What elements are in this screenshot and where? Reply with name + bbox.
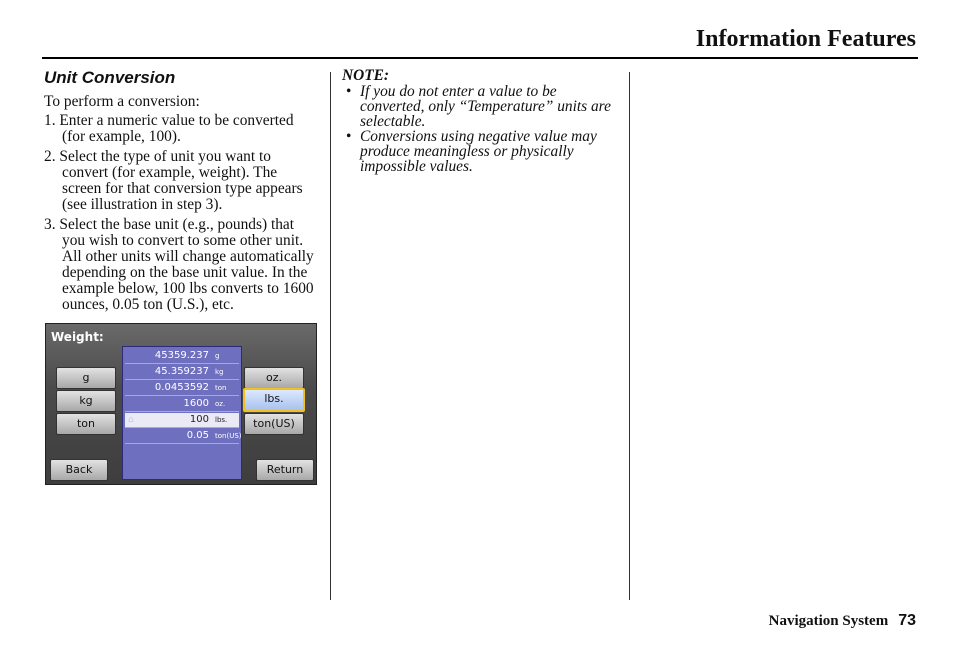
bullet-icon: • [346, 128, 352, 145]
value-row[interactable] [125, 349, 239, 364]
page-header-title: Information Features [695, 26, 916, 52]
intro-text: To perform a conversion: [44, 93, 200, 110]
row-value: 100 [189, 414, 209, 425]
row-value: 0.0453592 [154, 382, 209, 393]
screen-title: Weight: [51, 330, 104, 344]
back-button[interactable]: Back [50, 459, 108, 481]
row-unit: ton(US) [215, 432, 242, 440]
row-value: 1600 [183, 398, 209, 409]
lbs-button[interactable]: lbs. [243, 388, 305, 412]
ton-button[interactable]: ton [56, 413, 116, 435]
return-button[interactable]: Return [256, 459, 314, 481]
row-unit: kg [215, 368, 224, 376]
page-footer [769, 612, 916, 630]
value-row[interactable] [125, 365, 239, 380]
column-divider [629, 72, 630, 600]
note-item [342, 129, 622, 174]
row-value: 0.05 [186, 430, 209, 441]
value-row[interactable] [125, 429, 242, 444]
ton-us-button[interactable]: ton(US) [244, 413, 304, 435]
step-3: 3. Select the base unit (e.g., pounds) that you wish to convert to some other unit. All other units will change automatically depending on the base unit value. In the example below, 100 lbs converts to 1600 ounces, 0.05 ton (U.S.), etc. [44, 216, 314, 313]
row-value: 45.359237 [154, 366, 209, 377]
note-list [342, 84, 622, 174]
bullet-icon: • [346, 83, 352, 100]
left-column [44, 68, 320, 317]
value-row-selected[interactable] [125, 413, 239, 428]
values-panel [122, 346, 242, 480]
steps-list [44, 113, 320, 313]
row-unit: lbs. [215, 416, 228, 424]
row-unit: oz. [215, 400, 226, 408]
home-icon: ⌂ [128, 415, 134, 425]
footer-label: Navigation System [768, 613, 889, 629]
row-value: 45359.237 [154, 350, 209, 361]
step-2: 2. Select the type of unit you want to convert (for example, weight). The screen for that conversion type appears (see illustration in step 3). [44, 148, 303, 213]
step-1: 1. Enter a numeric value to be converted (for example, 100). [44, 112, 294, 145]
note-item [342, 84, 622, 129]
kg-button[interactable]: kg [56, 390, 116, 412]
value-row[interactable] [125, 397, 239, 412]
note-column [342, 68, 622, 174]
header-divider [42, 57, 918, 59]
oz-button[interactable]: oz. [244, 367, 304, 389]
column-divider [330, 72, 331, 600]
section-heading: Unit Conversion [44, 68, 176, 87]
page-number: 73 [898, 612, 916, 629]
note-label: NOTE: [342, 67, 390, 84]
row-unit: g [215, 352, 220, 360]
row-unit: ton [215, 384, 227, 392]
note-text: Conversions using negative value may produce meaningless or physically impossible values. [360, 128, 597, 175]
note-text: If you do not enter a value to be converted, only “Temperature” units are selectable. [360, 83, 611, 130]
g-button[interactable]: g [56, 367, 116, 389]
weight-conversion-screen [45, 323, 317, 485]
value-row[interactable] [125, 381, 239, 396]
